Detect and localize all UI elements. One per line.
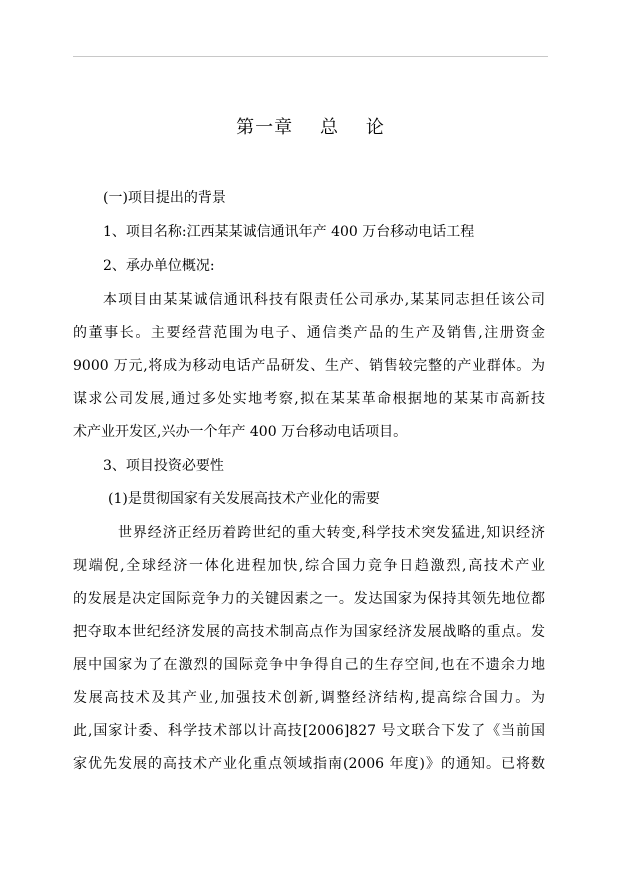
- paragraph-line: 的发展是决定国际竞争力的关键因素之一。发达国家为保持其领先地位都: [73, 591, 545, 607]
- item-investment-necessity: 3、项目投资必要性: [103, 458, 224, 474]
- sub-heading: (1)是贯彻国家有关发展高技术产业化的需要: [108, 491, 380, 507]
- chapter-title: 第一章 总 论: [236, 117, 385, 138]
- paragraph-line: 此,国家计委、科学技术部以计高技[2006]827 号文联合下发了《当前国: [73, 723, 545, 739]
- paragraph-line: 家优先发展的高技术产业化重点领域指南(2006 年度)》的通知。已将数: [73, 756, 545, 772]
- item-project-name: 1、项目名称:江西某某诚信通讯年产 400 万台移动电话工程: [103, 224, 475, 240]
- paragraph-line: 把夺取本世纪经济发展的高技术制高点作为国家经济发展战略的重点。发: [73, 624, 545, 640]
- paragraph-line: 谋求公司发展,通过多处实地考察,拟在某某革命根据地的某某市高新技: [73, 391, 545, 407]
- paragraph-line: 世界经济正经历着跨世纪的重大转变,科学技术突发猛进,知识经济: [118, 525, 545, 541]
- item-organizer: 2、承办单位概况:: [103, 258, 215, 274]
- paragraph-line: 的董事长。主要经营范围为电子、通信类产品的生产及销售,注册资金: [73, 325, 545, 341]
- paragraph-line: 9000 万元,将成为移动电话产品研发、生产、销售较完整的产业群体。为: [73, 358, 545, 374]
- paragraph-line: 术产业开发区,兴办一个年产 400 万台移动电话项目。: [73, 424, 408, 440]
- paragraph-line: 现端倪,全球经济一体化进程加快,综合国力竞争日趋激烈,高技术产业: [73, 558, 545, 574]
- paragraph-line: 发展高技术及其产业,加强技术创新,调整经济结构,提高综合国力。为: [73, 690, 545, 706]
- paragraph-line: 展中国家为了在激烈的国际竞争中争得自己的生存空间,也在不遗余力地: [73, 657, 545, 673]
- header-rule: [73, 56, 548, 57]
- paragraph-line: 本项目由某某诚信通讯科技有限责任公司承办,某某同志担任该公司: [103, 292, 545, 308]
- section-heading: (一)项目提出的背景: [103, 190, 226, 206]
